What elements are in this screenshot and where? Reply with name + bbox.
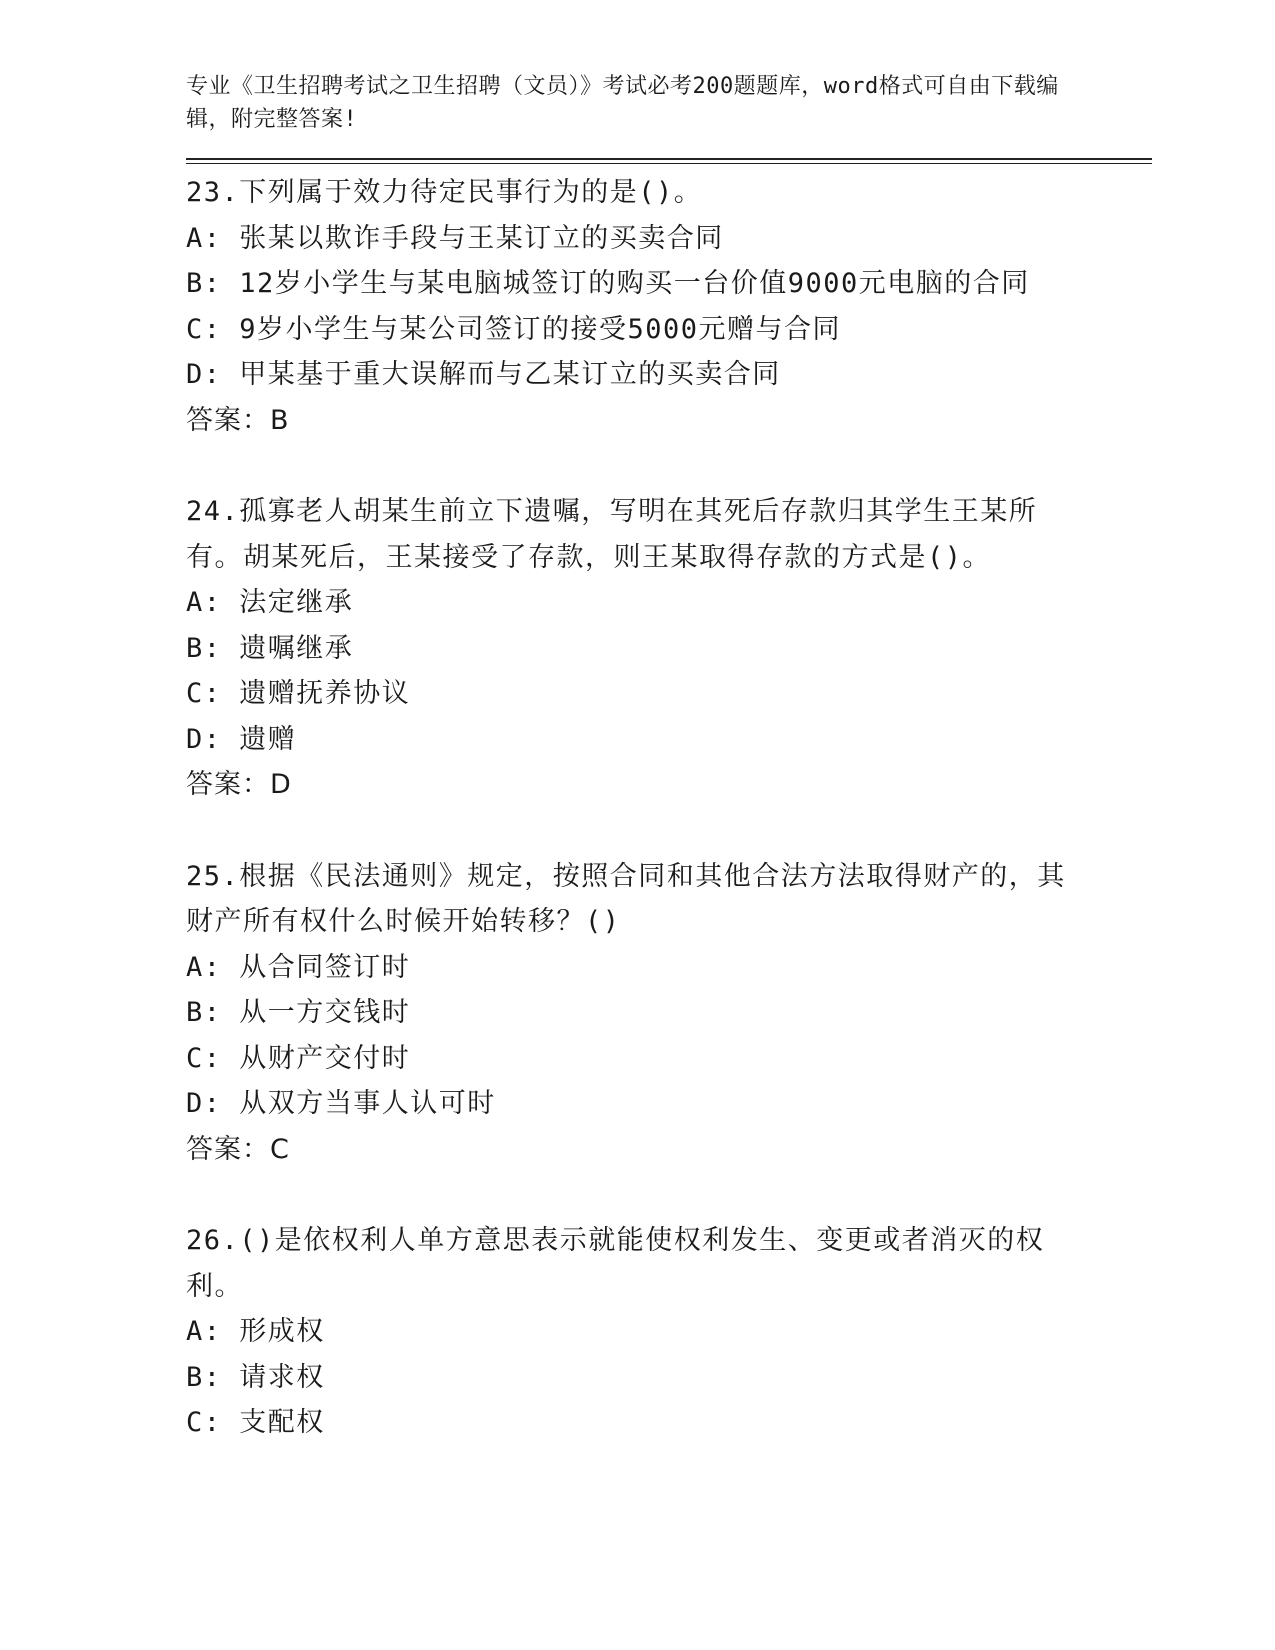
answer: 答案：C — [186, 1133, 290, 1165]
option-b: B: 遗嘱继承 — [186, 632, 354, 664]
question-list — [186, 170, 1146, 1446]
option-c: C: 遗赠抚养协议 — [186, 678, 411, 709]
option-a: A: 张某以欺诈手段与王某订立的买卖合同 — [186, 222, 724, 254]
question-stem: 26.()是依权利人单方意思表示就能使权利发生、变更或者消灭的权利。 — [186, 1225, 1045, 1302]
option-b: B: 12岁小学生与某电脑城签订的购买一台价值9000元电脑的合同 — [186, 268, 1030, 299]
option-c: C: 支配权 — [186, 1407, 325, 1438]
question-26 — [186, 1218, 1146, 1446]
question-stem: 24.孤寡老人胡某生前立下遗嘱，写明在其死后存款归其学生王某所有。胡某死后，王某接受了存款，则王某取得存款的方式是()。 — [186, 496, 1038, 573]
option-a: A: 形成权 — [186, 1316, 325, 1347]
question-25 — [186, 854, 1146, 1173]
option-d: D: 甲某基于重大误解而与乙某订立的买卖合同 — [186, 359, 781, 390]
document-page — [186, 70, 1146, 1492]
question-stem: 25.根据《民法通则》规定，按照合同和其他合法方法取得财产的，其财产所有权什么时候开始转移？() — [186, 860, 1066, 937]
option-d: D: 从双方当事人认可时 — [186, 1088, 496, 1119]
question-24 — [186, 489, 1146, 808]
document-header: 专业《卫生招聘考试之卫生招聘（文员）》考试必考200题题库，word格式可自由下载编辑，附完整答案! — [186, 74, 1059, 132]
option-c: C: 从财产交付时 — [186, 1042, 411, 1074]
answer: 答案：D — [186, 769, 292, 800]
header-divider — [186, 158, 1152, 160]
answer: 答案：B — [186, 404, 290, 436]
question-stem: 23.下列属于效力待定民事行为的是()。 — [186, 177, 703, 208]
option-b: B: 从一方交钱时 — [186, 997, 411, 1028]
option-d: D: 遗赠 — [186, 723, 297, 755]
question-23 — [186, 170, 1146, 443]
option-c: C: 9岁小学生与某公司签订的接受5000元赠与合同 — [186, 313, 842, 345]
option-a: A: 法定继承 — [186, 587, 354, 618]
option-a: A: 从合同签订时 — [186, 951, 411, 983]
option-b: B: 请求权 — [186, 1361, 325, 1393]
